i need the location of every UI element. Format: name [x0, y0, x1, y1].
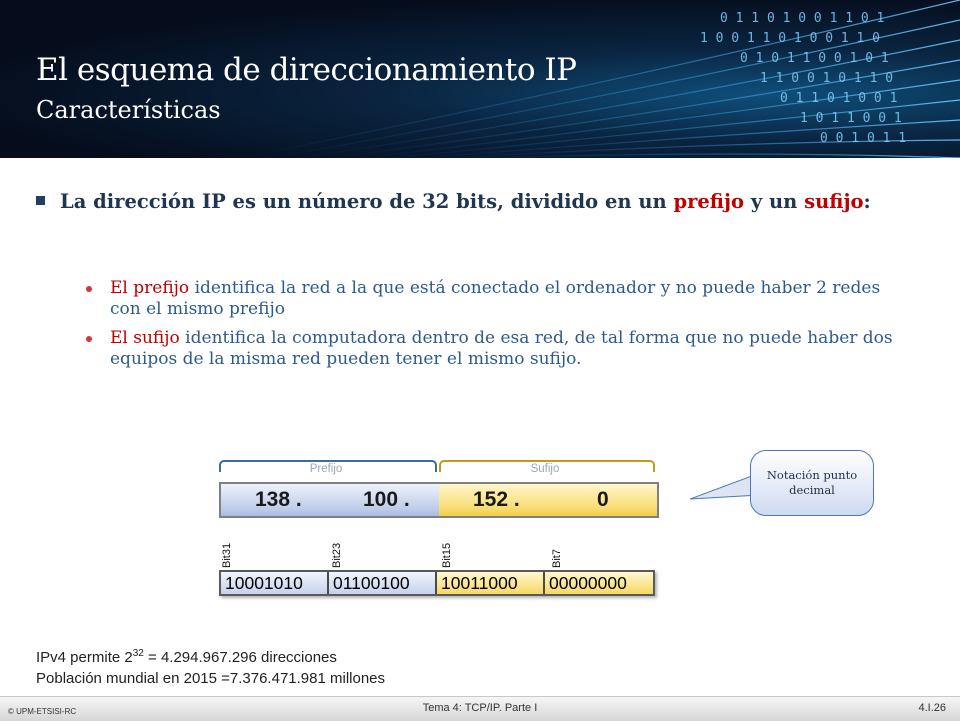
bit-label: Bit23 — [331, 542, 343, 568]
stat-line1-b: = 4.294.967.296 direcciones — [143, 649, 337, 666]
dot-bullet-icon — [86, 336, 92, 342]
svg-text:1 0 0 1 1 0 1 0 0 1 1 0: 1 0 0 1 1 0 1 0 0 1 1 0 — [700, 31, 881, 46]
svg-text:1 0 1 1 0 0 1: 1 0 1 1 0 0 1 — [800, 111, 902, 126]
octet-3: 152 . — [473, 488, 520, 511]
octet-2: 100 . — [363, 488, 410, 511]
stat-line1-a: IPv4 permite 2 — [36, 649, 133, 666]
svg-text:0 1 1 0 1 0 0 1: 0 1 1 0 1 0 0 1 — [780, 91, 898, 106]
binary-octet-1: 10001010 — [221, 572, 329, 594]
page-title: El esquema de direccionamiento IP — [36, 52, 577, 88]
sub-bullet-keyword: El sufijo — [110, 328, 180, 348]
svg-text:0 1 1 0 1 0 0 1 1 0 1: 0 1 1 0 1 0 0 1 1 0 1 — [720, 11, 885, 26]
prefix-cell — [221, 484, 439, 516]
octet-4: 0 — [597, 488, 609, 511]
main-bullet — [36, 190, 916, 214]
svg-text:1 1 0 0 1 0 1 1 0: 1 1 0 0 1 0 1 1 0 — [760, 71, 894, 86]
suffix-cell — [439, 484, 657, 516]
term-prefijo: prefijo — [673, 190, 745, 213]
sub-bullet-sufijo — [86, 328, 916, 370]
world-population-text: Población mundial en 2015 =7.376.471.981 millones — [36, 670, 386, 687]
main-bullet-part2: y un — [744, 190, 805, 213]
suffix-label: Sufijo — [505, 463, 585, 475]
octet-1: 138 . — [255, 488, 302, 511]
bit-label: Bit15 — [441, 542, 453, 568]
prefix-label: Prefijo — [286, 463, 366, 475]
term-sufijo: sufijo — [804, 190, 864, 213]
page-subtitle: Características — [36, 96, 221, 124]
sub-bullet-text: identifica la computadora dentro de esa red, de tal forma que no puede haber dos equipos de la misma red pueden tener el mismo sufijo. — [110, 328, 893, 369]
svg-text:0 1 0 1 1 0 0 1 0 1: 0 1 0 1 1 0 0 1 0 1 — [740, 51, 889, 66]
main-bullet-part3: : — [863, 190, 871, 213]
header-banner — [0, 0, 960, 158]
stat-exponent: 32 — [132, 648, 144, 659]
binary-row — [219, 570, 655, 596]
footer-topic: Tema 4: TCP/IP. Parte I — [422, 702, 538, 714]
bit-label: Bit31 — [221, 542, 233, 568]
footer-bar — [0, 696, 960, 721]
svg-text:0 0 1 0 1 1: 0 0 1 0 1 1 — [820, 131, 907, 146]
dot-bullet-icon — [86, 286, 92, 292]
footer-copyright: © UPM-ETSISI-RC — [8, 707, 77, 716]
sub-bullet-prefijo — [86, 278, 916, 320]
binary-octet-3: 10011000 — [437, 572, 545, 594]
sub-bullet-keyword: El prefijo — [110, 278, 190, 298]
sub-bullet-text: identifica la red a la que está conectado el ordenador y no puede haber 2 redes con el mismo prefijo — [110, 278, 881, 319]
main-bullet-part1: La dirección IP es un número de 32 bits, dividido en un — [60, 190, 674, 213]
main-bullet-text — [36, 190, 916, 214]
bit-label: Bit7 — [551, 549, 563, 568]
square-bullet-icon — [36, 196, 45, 205]
binary-octet-2: 01100100 — [329, 572, 437, 594]
callout-notacion-punto-decimal: Notación punto decimal — [750, 450, 874, 516]
binary-octet-4: 00000000 — [545, 572, 653, 594]
dotted-decimal-row — [219, 482, 659, 518]
ipv4-capacity-text — [36, 648, 337, 666]
slide-number: 4.I.26 — [918, 702, 946, 714]
